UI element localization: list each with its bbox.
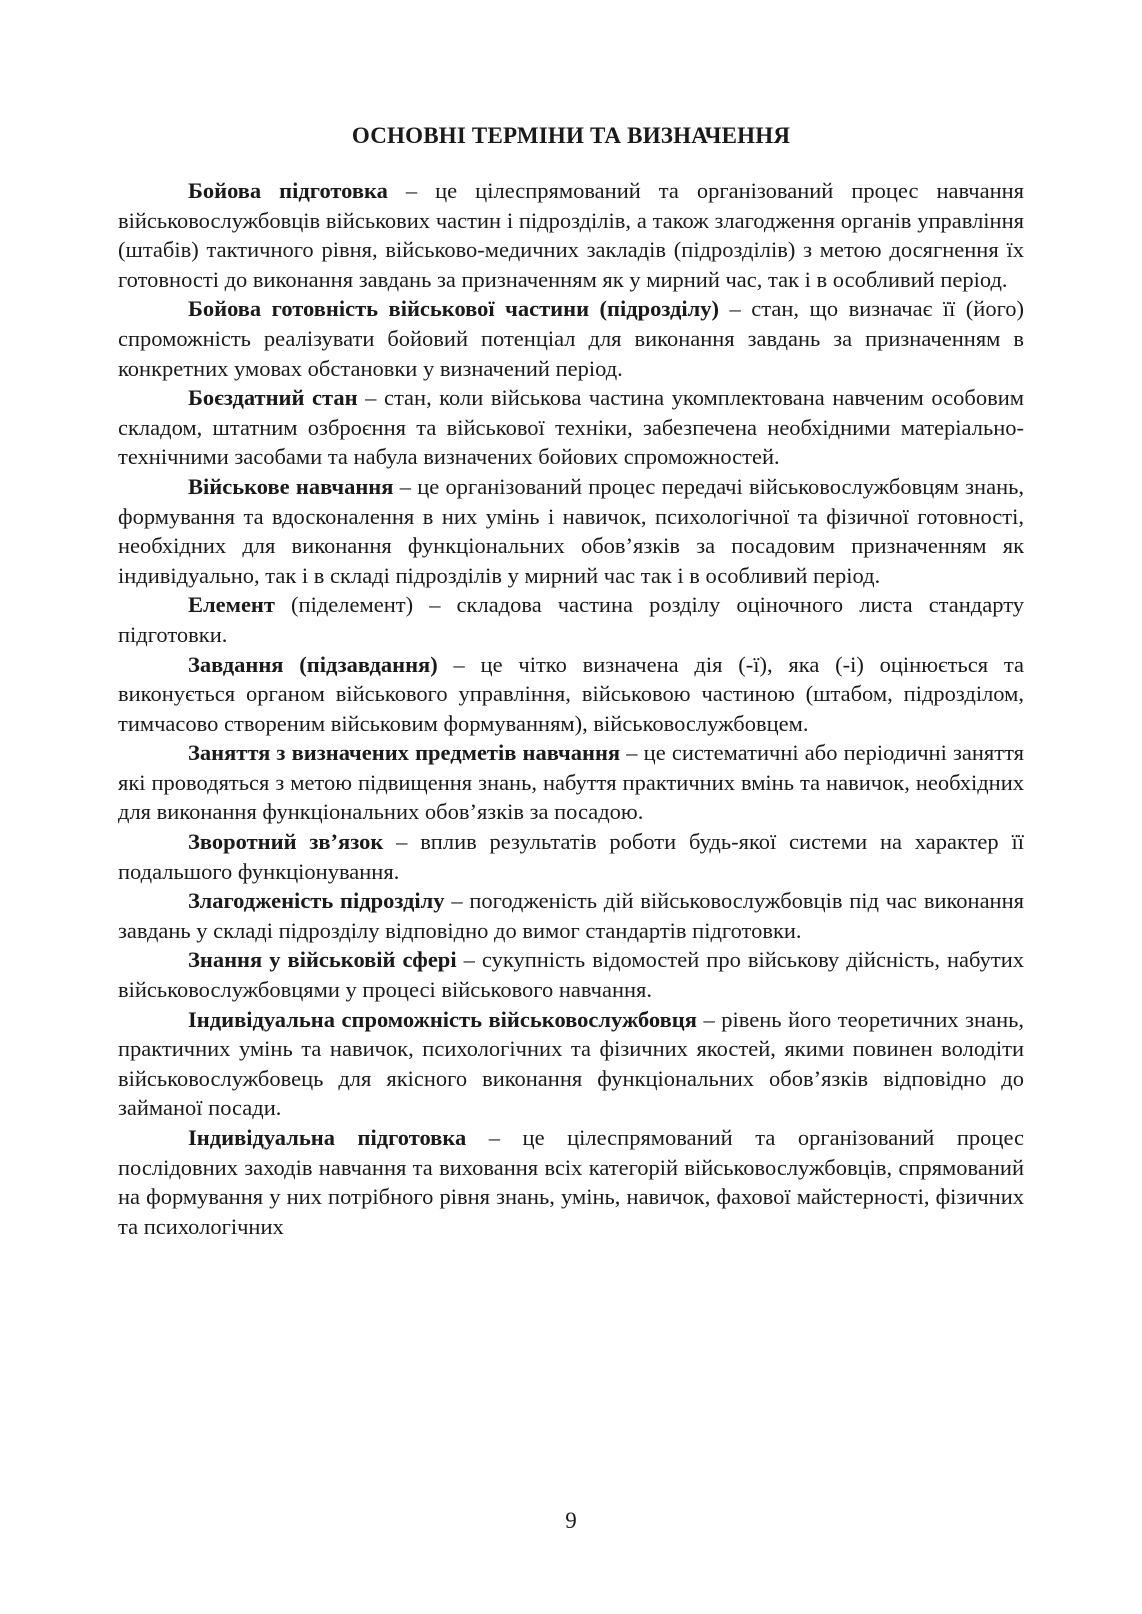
term: Заняття з визначених предметів навчання: [188, 740, 621, 766]
definition-entry: [118, 738, 1024, 827]
term-definition: – сукупність відомостей про військову дійсність, набутих військовослужбовцями у процесі військового навчання.: [118, 947, 1024, 1003]
definition-entry: [118, 827, 1024, 886]
term-definition: – стан, коли військова частина укомплектована навченим особовим складом, штатним озброєння та військової техніки, забезпечена необхідними матеріально-технічними засобами та набула визначених бойових спроможностей.: [118, 385, 1024, 470]
term-definition: – це систематичні або періодичні заняття які проводяться з метою підвищення знань, набуття практичних вмінь та навичок, необхідних для виконання функціональних обов’язків за посадою.: [118, 740, 1024, 825]
term-definition: – це чітко визначена дія (-ї), яка (-і) оцінюється та виконується органом військового управління, військовою частиною (штабом, підрозділом, тимчасово створеним військовим формуванням), військовослужбовцем.: [118, 651, 1025, 736]
term-definition: (піделемент) – складова частина розділу оціночного листа стандарту підготовки.: [118, 592, 1024, 647]
definition-entry: [118, 1123, 1024, 1241]
term-definition: – рівень його теоретичних знань, практичних умінь та навичок, психологічних та фізичних якостей, якими повинен володіти військовослужбовець для якісного виконання функціональних обов’язків відповідно до займаної посади.: [118, 1006, 1024, 1121]
term: Бойова готовність військової частини (підрозділу): [188, 296, 720, 322]
term: Індивідуальна підготовка: [188, 1125, 467, 1150]
term: Злагодженість підрозділу: [188, 888, 445, 914]
term: Військове навчання: [188, 473, 394, 499]
term-definition: – це організований процес передачі військовослужбовцям знань, формування та вдосконалення в них умінь і навичок, психологічної та фізичної готовності, необхідних для виконання функціональних обов’язків за посадовим призначенням як індивідуально, так і в складі підрозділів у мирний час так і в особливий період.: [118, 473, 1024, 588]
definitions-list: [118, 176, 1024, 1241]
page-number: 9: [565, 1508, 577, 1533]
term: Знання у військовій сфері: [188, 947, 457, 973]
term-definition: – погодженість дій військовослужбовців під час виконання завдань у складі підрозділу відповідно до вимог стандартів підготовки.: [118, 888, 1024, 943]
definition-entry: [118, 945, 1024, 1004]
definition-entry: [118, 650, 1024, 739]
definition-entry: [118, 176, 1024, 294]
term: Бойова підготовка: [188, 178, 388, 203]
page-title: ОСНОВНІ ТЕРМІНИ ТА ВИЗНАЧЕННЯ: [351, 123, 791, 148]
definition-entry: [118, 472, 1024, 590]
definition-entry: [118, 1005, 1024, 1123]
term-definition: – вплив результатів роботи будь-якої системи на характер її подальшого функціонування.: [118, 829, 1024, 884]
definition-entry: [118, 294, 1024, 383]
term: Завдання (підзавдання): [188, 651, 438, 677]
term: Елемент: [188, 592, 275, 618]
term: Зворотний зв’язок: [188, 829, 384, 855]
term-definition: – це цілеспрямований та організований процес послідовних заходів навчання та виховання всіх категорій військовослужбовців, спрямований на формування у них потрібного рівня знань, умінь, навичок, фахової майстерності, фізичних та психологічних: [118, 1125, 1024, 1239]
definition-entry: [118, 590, 1024, 649]
term-definition: – стан, що визначає її (його) спроможність реалізувати бойовий потенціал для виконання завдань за призначенням в конкретних умовах обстановки у визначений період.: [118, 296, 1024, 381]
term: Боєздатний стан: [188, 385, 358, 411]
term: Індивідуальна спроможність військовослужбовця: [188, 1006, 697, 1032]
term-definition: – це цілеспрямований та організований процес навчання військовослужбовців військових частин і підрозділів, а також злагодження органів управління (штабів) тактичного рівня, військово-медичних закладів (підрозділів) з метою досягнення їх готовності до виконання завдань за призначенням як у мирний час, так і в особливий період.: [118, 178, 1025, 292]
definition-entry: [118, 886, 1024, 945]
definition-entry: [118, 383, 1024, 472]
